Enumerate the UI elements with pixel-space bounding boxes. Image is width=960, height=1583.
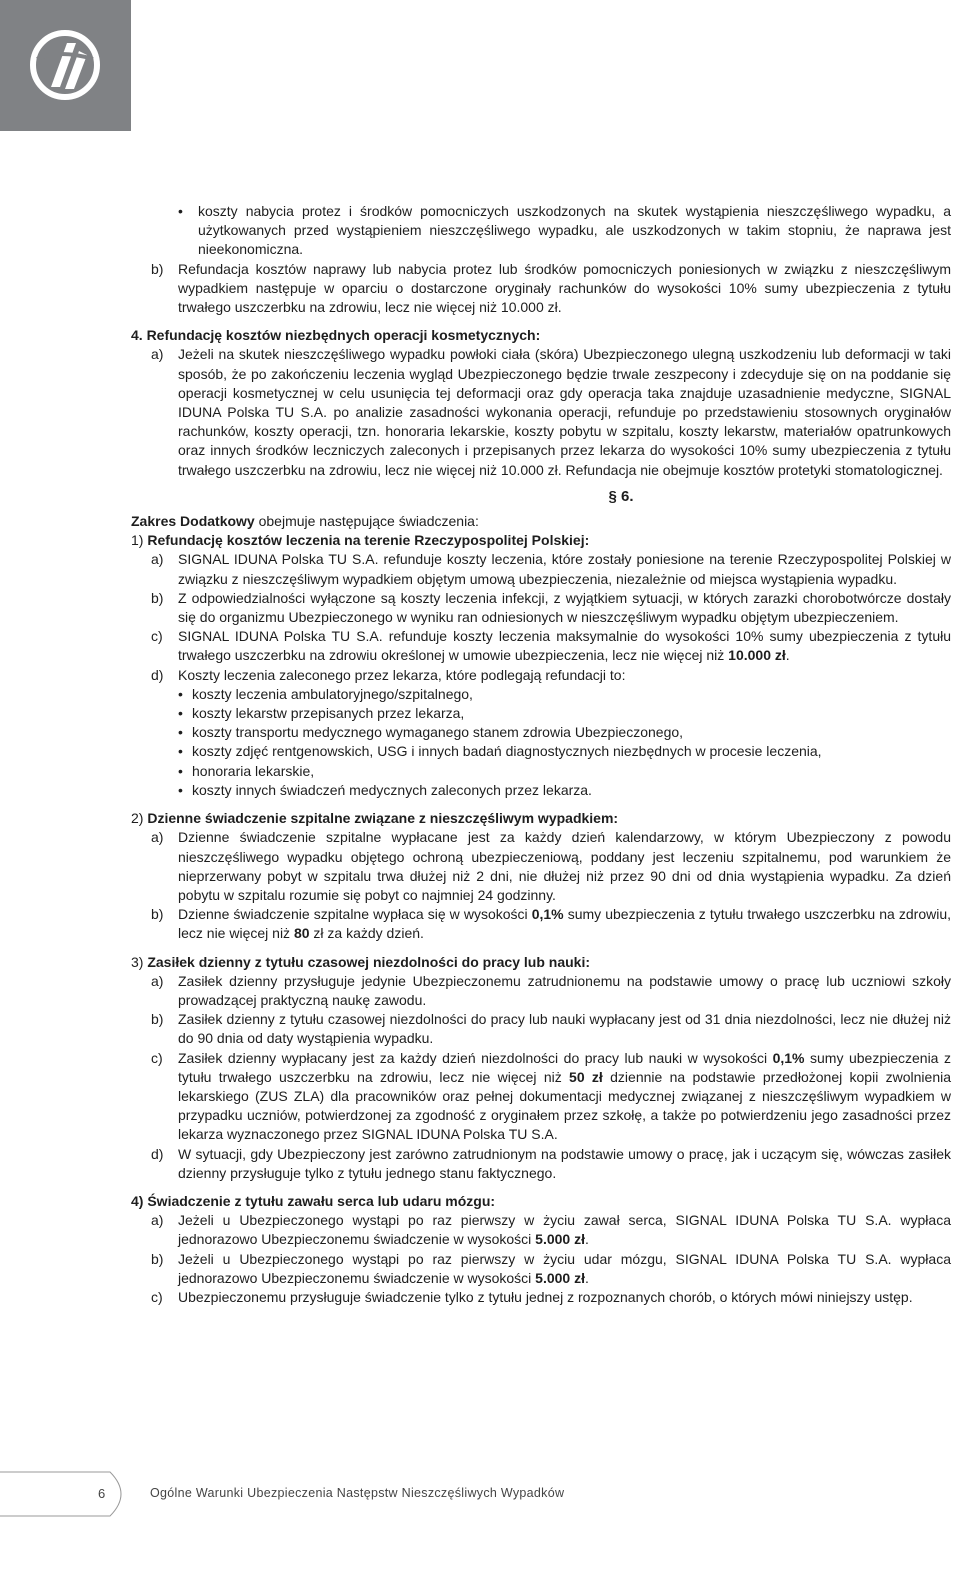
list-item: c) Ubezpieczonemu przysługuje świadczenie tylko z tytułu jednej z rozpoznanych chorób, o których mówi niniejszy ustęp.: [151, 1288, 913, 1305]
list-item: a) Jeżeli u Ubezpieczonego wystąpi po raz pierwszy w życiu zawał serca, SIGNAL IDUNA Polska TU S.A. wypłaca jednorazowo Ubezpieczonemu świadczenie w wysokości 5.000 zł.: [151, 1212, 951, 1248]
s4-heading: 4) Świadczenie z tytułu zawału serca lub udaru mózgu:: [131, 1192, 496, 1209]
list-item: • honoraria lekarskie,: [178, 762, 315, 779]
list-item: d) W sytuacji, gdy Ubezpieczony jest zarówno zatrudnionym na podstawie umowy o pracę, jak i uczącym się, wówczas zasiłek dzienny przysługuje tylko z tytułu jednego stanu faktycznego.: [151, 1145, 951, 1181]
signal-iduna-logo-icon: [29, 29, 101, 101]
section-intro: Zakres Dodatkowy obejmuje następujące świadczenia:: [131, 513, 479, 530]
list-item: b) Zasiłek dzienny z tytułu czasowej niezdolności do pracy lub nauki wypłacany jest od 31 dnia niezdolności, lecz nie dłużej niż do 90 dnia od daty wystąpienia wypadku.: [151, 1011, 951, 1047]
s2-heading: 2) Dzienne świadczenie szpitalne związane z nieszczęśliwym wypadkiem:: [131, 810, 619, 827]
footer-tab-shape: [0, 1471, 140, 1517]
list-item: a) Zasiłek dzienny przysługuje jedynie Ubezpieczonemu zatrudnionemu na podstawie umowy o pracę lub uczniowi szkoły prowadzącej praktyczną naukę zawodu.: [151, 972, 951, 1008]
page-number: 6: [98, 1486, 106, 1501]
list-item: a) Jeżeli na skutek nieszczęśliwego wypadku powłoki ciała (skóra) Ubezpieczonego ulegną uszkodzeniu lub deformacji w taki sposób, że po zakończeniu leczenia wygląd Ubezpieczonego będzie trwale zeszpecony i zdecyduje się on na poddanie się operacji kosmetycznej w celu usunięcia tej deformacji oraz gdy operacja taka znajduje uzasadnienie medyczne, SIGNAL IDUNA Polska TU S.A. po analizie zasadności wykonania operacji, refunduje po przedstawieniu stosownych oryginałów rachunków, koszty operacji, tzn. honoraria lekarskie, koszty pobytu w szpitalu, koszty lekarstw, materiałów opatrunkowych oraz innych środków leczniczych zaleconych i przepisanych przez lekarza do wysokości 10% sumy ubezpieczenia z tytułu trwałego uszczerbku na zdrowiu, lecz nie więcej niż 10.000 zł. Refundacja nie obejmuje kosztów protetyki stomatologicznej.: [131, 345, 951, 479]
page-footer: [0, 1471, 960, 1517]
point-4-a-text: Jeżeli na skutek nieszczęśliwego wypadku powłoki ciała (skóra) Ubezpieczonego ulegną uszkodzeniu lub deformacji w taki sposób, że po zakończeniu leczenia wygląd Ubezpieczonego będzie trwale zeszpecony i zdecyduje się on na poddanie się operacji kosmetycznej w celu usunięcia tej deformacji oraz gdy operacja taka znajduje uzasadnienie medyczne, SIGNAL IDUNA Polska TU S.A. po analizie zasadności wykonania operacji, refunduje po przedstawieniu stosownych oryginałów rachunków, koszty operacji, tzn. honoraria lekarskie, koszty pobytu w szpitalu, koszty lekarstw, materiałów opatrunkowych oraz innych środków leczniczych zaleconych i przepisanych przez lekarza do wysokości 10% sumy ubezpieczenia z tytułu trwałego uszczerbku na zdrowiu, lecz nie więcej niż 10.000 zł. Refundacja nie obejmuje kosztów protetyki stomatologicznej.: [178, 346, 951, 478]
list-item: c) SIGNAL IDUNA Polska TU S.A. refunduje koszty leczenia maksymalnie do wysokości 10% sumy ubezpieczenia z tytułu trwałego uszczerbku na zdrowiu określonej w umowie ubezpieczenia, lecz nie więcej niż 10.000 zł.: [151, 628, 951, 664]
section-sign: § 6.: [608, 487, 634, 505]
s1-heading: 1) Refundację kosztów leczenia na terenie Rzeczypospolitej Polskiej:: [131, 532, 590, 549]
list-item: d) Koszty leczenia zaleconego przez lekarza, które podlegają refundacji to:: [151, 666, 626, 683]
document-body: [131, 202, 951, 1307]
list-item: b) Dzienne świadczenie szpitalne wypłaca się w wysokości 0,1% sumy ubezpieczenia z tytułu trwałego uszczerbku na zdrowiu, lecz nie więcej niż 80 zł za każdy dzień.: [151, 906, 951, 942]
s3-heading: 3) Zasiłek dzienny z tytułu czasowej niezdolności do pracy lub nauki:: [131, 953, 590, 970]
list-item: • koszty transportu medycznego wymaganego stanem zdrowia Ubezpieczonego,: [178, 724, 684, 741]
list-item: • koszty lekarstw przepisanych przez lekarza,: [178, 705, 465, 722]
list-item: • koszty innych świadczeń medycznych zaleconych przez lekarza.: [178, 781, 592, 798]
intro-bullet-text: koszty nabycia protez i środków pomocniczych uszkodzonych na skutek wystąpienia nieszczęśliwego wypadku, a użytkowanych przed wystąpieniem nieszczęśliwego wypadku, ale uszkodzonych w takim stopniu, że naprawa jest nieekonomiczna.: [198, 203, 951, 258]
footer-title: Ogólne Warunki Ubezpieczenia Następstw Nieszczęśliwych Wypadków: [150, 1486, 565, 1500]
list-item: b) Refundacja kosztów naprawy lub nabycia protez lub środków pomocniczych poniesionych w związku z nieszczęśliwym wypadkiem następuje w oparciu o dostarczone oryginały rachunków do wysokości 10% sumy ubezpieczenia z tytułu trwałego uszczerbku na zdrowiu, lecz nie więcej niż 10.000 zł.: [131, 260, 951, 318]
intro-b-text: Refundacja kosztów naprawy lub nabycia protez lub środków pomocniczych poniesionych w związku z nieszczęśliwym wypadkiem następuje w oparciu o dostarczone oryginały rachunków do wysokości 10% sumy ubezpieczenia z tytułu trwałego uszczerbku na zdrowiu, lecz nie więcej niż 10.000 zł.: [178, 260, 951, 316]
list-item: a) Dzienne świadczenie szpitalne wypłacane jest za każdy dzień kalendarzowy, w którym Ubezpieczony z powodu nieszczęśliwego wypadku objętego ochroną ubezpieczeniową, poddany jest leczeniu szpitalnemu, pod warunkiem że nieprzerwany pobyt w szpitalu trwa dłużej niż 2 dni, nie dłużej niż przez 90 dni od dnia wystąpienia wypadku. Za dzień pobytu w szpitalu rozumie się pobyt co najmniej 24 godzinny.: [151, 829, 951, 903]
s1-d-bullets: [178, 685, 951, 800]
list-item: • koszty leczenia ambulatoryjnego/szpitalnego,: [178, 685, 473, 702]
list-item: • koszty nabycia protez i środków pomocniczych uszkodzonych na skutek wystąpienia nieszczęśliwego wypadku, a użytkowanych przed wystąpieniem nieszczęśliwego wypadku, ale uszkodzonych w takim stopniu, że naprawa jest nieekonomiczna.: [178, 202, 951, 260]
list-item: c) Zasiłek dzienny wypłacany jest za każdy dzień niezdolności do pracy lub nauki w wysokości 0,1% sumy ubezpieczenia z tytułu trwałego uszczerbku na zdrowiu, lecz nie więcej niż 50 zł dziennie na podstawie przedłożonej kopii zwolnienia lekarskiego (ZUS ZLA) dla pracowników oraz pełnej dokumentacji medycznej związanej z nieszczęśliwym wypadkiem w przypadku uczniów, potwierdzonej za zgodność z oryginałem przez szkołę, a także po potwierdzeniu jego zasadności przez lekarza wyznaczonego przez SIGNAL IDUNA Polska TU S.A.: [151, 1049, 951, 1143]
list-item: b) Z odpowiedzialności wyłączone są koszty leczenia infekcji, z wyjątkiem sytuacji, w których zarazki chorobotwórcze dostały się do organizmu Ubezpieczonego w wyniku ran odniesionych w nieszczęśliwym wypadku objętym ubezpieczeniem.: [151, 589, 951, 626]
header-logo-block: [0, 0, 131, 131]
list-item: • koszty zdjęć rentgenowskich, USG i innych badań diagnostycznych niezbędnych w procesie leczenia,: [178, 743, 822, 760]
list-item: a) SIGNAL IDUNA Polska TU S.A. refunduje koszty leczenia, które zostały poniesione na terenie Rzeczypospolitej Polskiej w związku z nieszczęśliwym wypadkiem objętym umową ubezpieczenia, niezależnie od miejsca wystąpienia wypadku.: [151, 551, 951, 587]
list-item: b) Jeżeli u Ubezpieczonego wystąpi po raz pierwszy w życiu udar mózgu, SIGNAL IDUNA Polska TU S.A. wypłaca jednorazowo Ubezpieczonemu świadczenie w wysokości 5.000 zł.: [151, 1250, 951, 1286]
point-4-heading: 4. Refundację kosztów niezbędnych operacji kosmetycznych:: [131, 327, 541, 344]
